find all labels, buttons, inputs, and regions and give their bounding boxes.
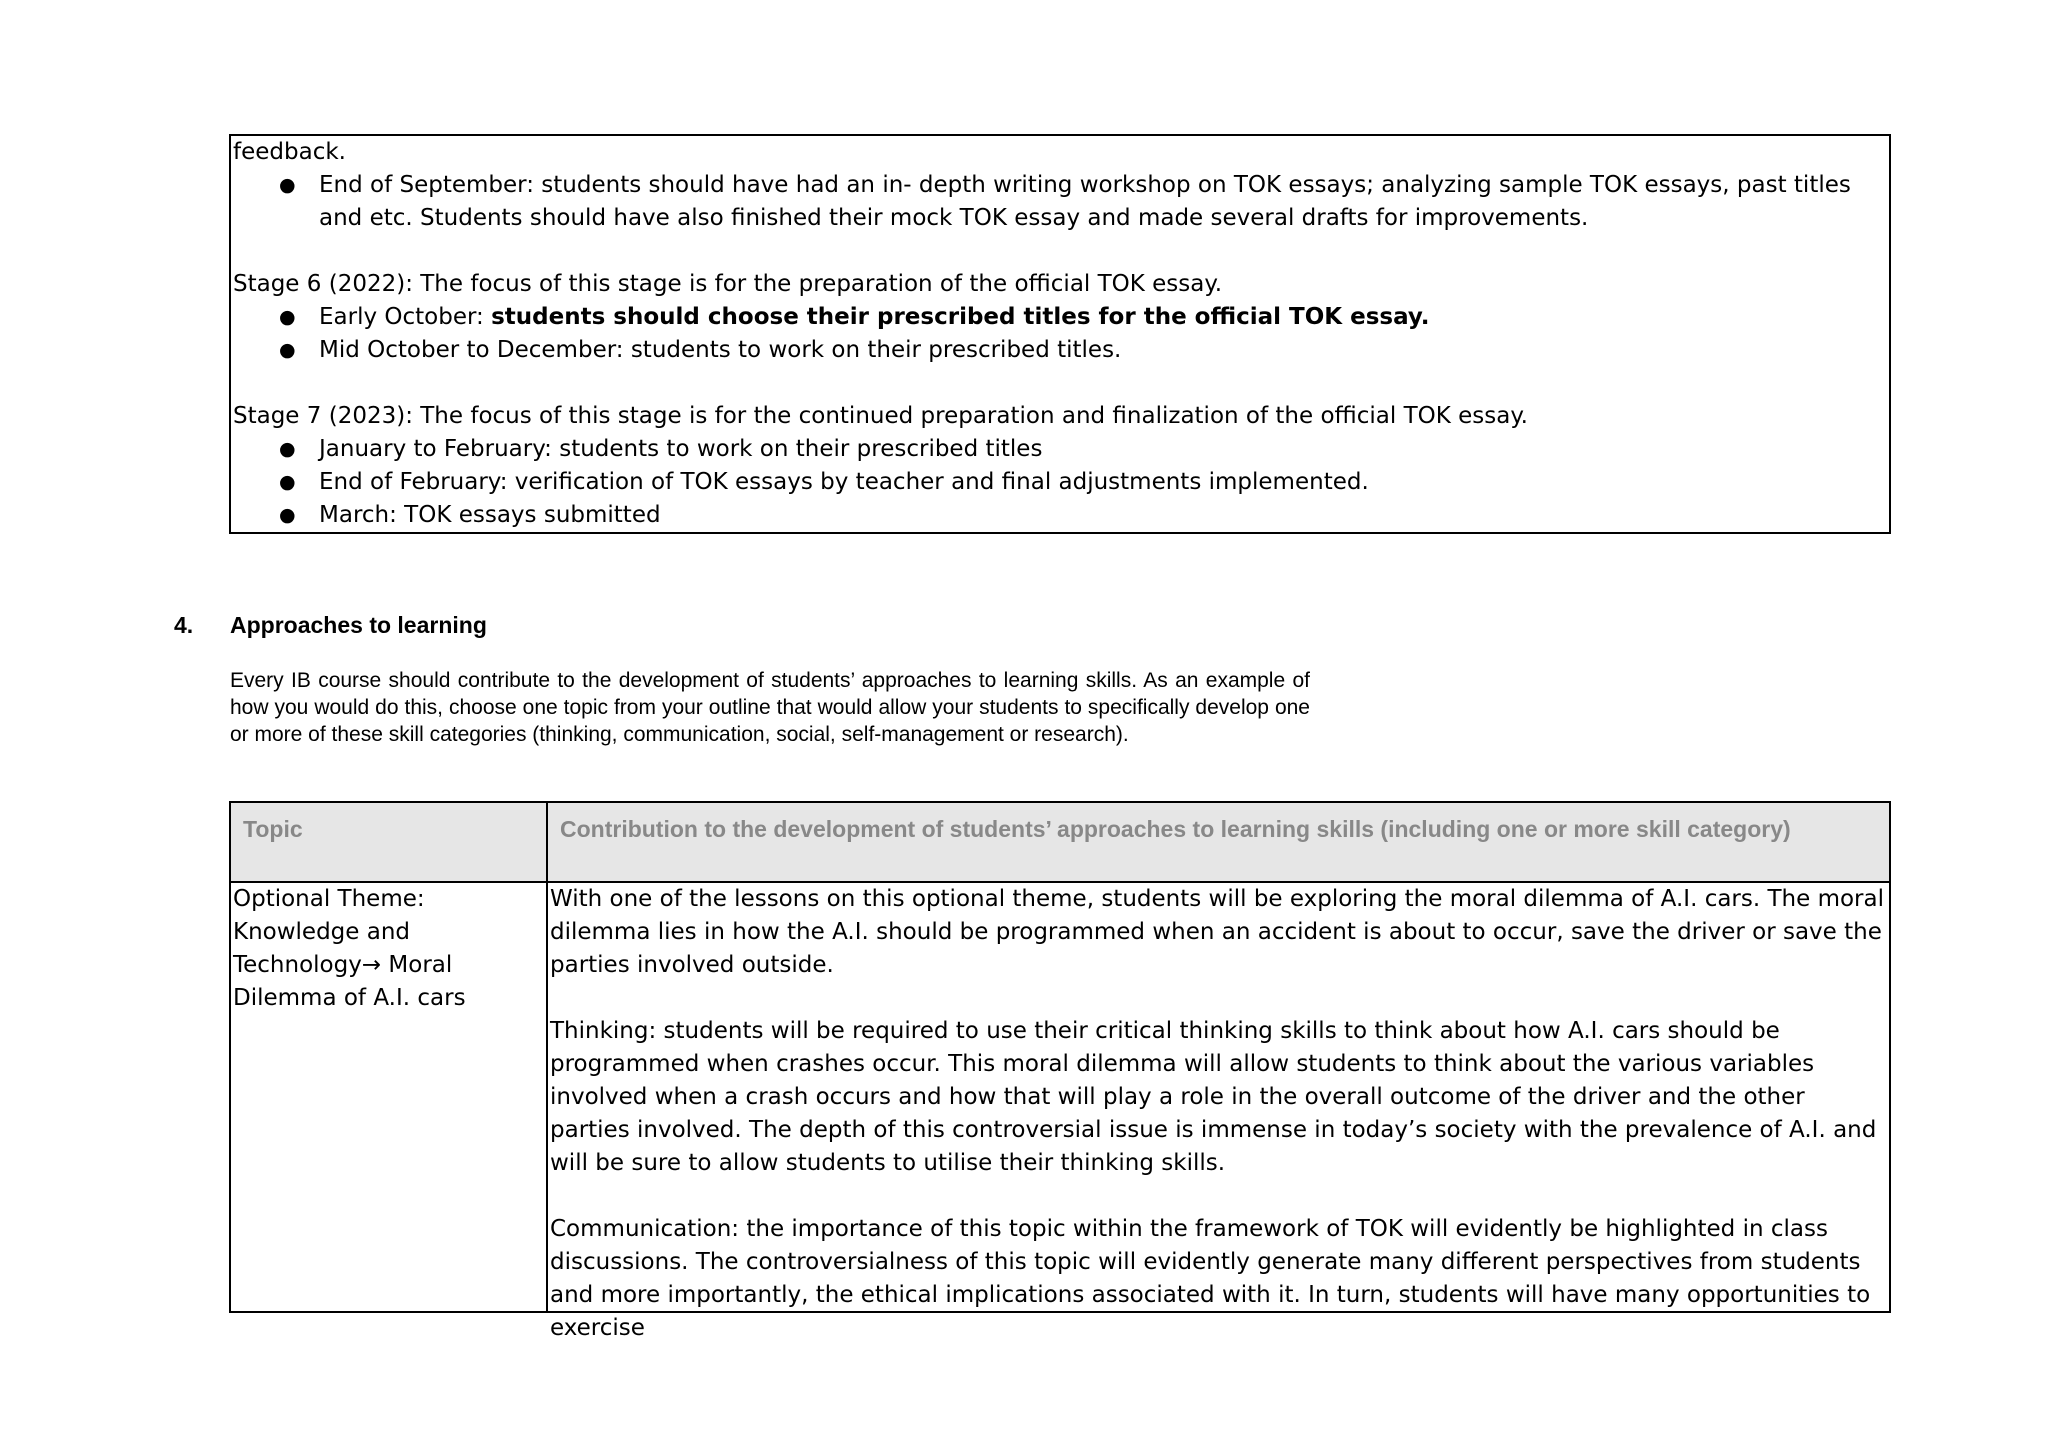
contribution-cell [547,882,1890,1341]
list-item: ● End of September: students should have had an in- depth writing workshop on TOK essays; analyzing sample TOK essays, past titles and etc. Students should have also finished their mock TOK essay and made several drafts for improvements. [231,169,1889,235]
timeline-box [229,134,1891,534]
contribution-text [550,883,1887,1341]
stage6-heading: Stage 6 (2022): The focus of this stage is for the preparation of the official TOK essay. [233,271,1223,297]
stage7-list [231,433,1889,532]
stage5-list [231,169,1889,235]
paragraph: Thinking: students will be required to use their critical thinking skills to think about how A.I. cars should be programmed when crashes occur. This moral dilemma will allow students to think about the various variables involved when a crash occurs and how that will play a role in the overall outcome of the driver and the other parties involved. The depth of this controversial issue is immense in today’s society with the prevalence of A.I. and will be sure to allow students to utilise their thinking skills. [550,1018,1877,1176]
list-item [231,301,1889,334]
topic-text: Optional Theme: Knowledge and Technology→ Moral Dilemma of A.I. cars [233,886,466,1011]
table-header-row [230,802,1890,882]
stage6-list [231,301,1889,367]
continuation-text: feedback. [233,139,346,165]
item-bold-text: students should choose their prescribed titles for the official TOK essay. [491,304,1430,330]
list-item: ● Mid October to December: students to work on their prescribed titles. [231,334,1889,367]
paragraph: With one of the lessons on this optional theme, students will be exploring the moral dilemma of A.I. cars. The moral dilemma lies in how the A.I. should be programmed when an accident is about to occur, save the driver or save the parties involved outside. [550,886,1884,978]
section-number: 4. [174,612,194,638]
topic-cell [230,882,547,1312]
header-topic: Topic [230,802,547,882]
section-title: Approaches to learning [230,612,487,638]
list-item: ● January to February: students to work on their prescribed titles [231,433,1889,466]
item-prefix: Early October: [319,304,492,330]
stage7-heading: Stage 7 (2023): The focus of this stage is for the continued preparation and finalization of the official TOK essay. [233,403,1528,429]
list-item: ● March: TOK essays submitted [231,499,1889,532]
header-contribution: Contribution to the development of students’ approaches to learning skills (including one or more skill category) [547,802,1890,882]
atl-table [229,801,1891,1341]
paragraph: Communication: the importance of this topic within the framework of TOK will evidently be highlighted in class discussions. The controversialness of this topic will evidently generate many different perspectives from students and more importantly, the ethical implications associated with it. In turn, students will have many opportunities to exercise [550,1216,1871,1341]
table-row [230,882,1890,1312]
list-item: ● End of February: verification of TOK essays by teacher and final adjustments implemented. [231,466,1889,499]
section-intro: Every IB course should contribute to the development of students’ approaches to learning skills. As an example of how you would do this, choose one topic from your outline that would allow your students to specifically develop one or more of these skill categories (thinking, communication, social, self-management or research). [230,669,1310,746]
